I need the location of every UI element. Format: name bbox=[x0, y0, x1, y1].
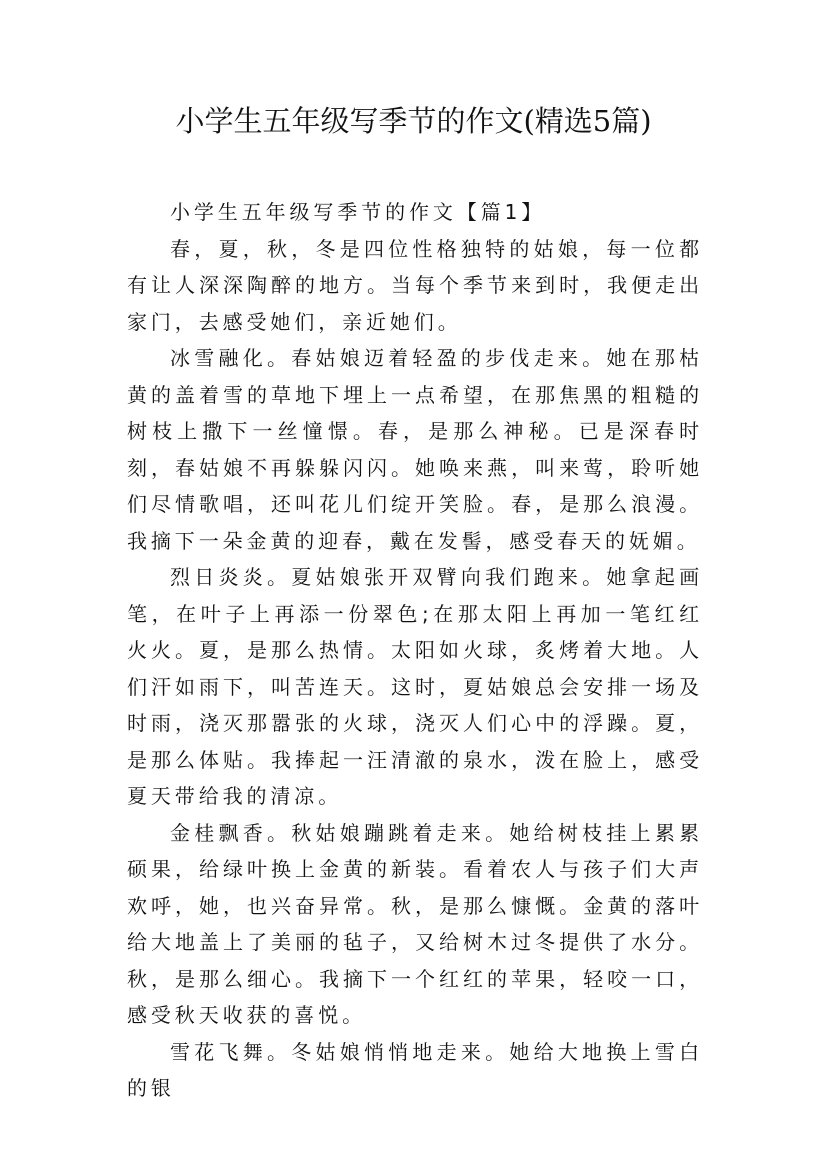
paragraph-summer: 烈日炎炎。夏姑娘张开双臂向我们跑来。她拿起画笔，在叶子上再添一份翠色;在那太阳上再加一笔红红火火。夏，是那么热情。太阳如火球，炙烤着大地。人们汗如雨下，叫苦连天。这时，夏姑娘总会安排一场及时雨，浇灭那嚣张的火球，浇灭人们心中的浮躁。夏，是那么体贴。我捧起一汪清澈的泉水，泼在脸上，感受夏天带给我的清凉。 bbox=[127, 565, 703, 808]
document-body bbox=[127, 194, 703, 1107]
section-heading: 小学生五年级写季节的作文【篇1】 bbox=[170, 200, 546, 224]
paragraph-spring: 冰雪融化。春姑娘迈着轻盈的步伐走来。她在那枯黄的盖着雪的草地下埋上一点希望，在那焦黑的粗糙的树枝上撒下一丝憧憬。春，是那么神秘。已是深春时刻，春姑娘不再躲躲闪闪。她唤来燕，叫来莺，聆听她们尽情歌唱，还叫花儿们绽开笑脸。春，是那么浪漫。我摘下一朵金黄的迎春，戴在发髻，感受春天的妩媚。 bbox=[127, 346, 703, 553]
paragraph-intro: 春，夏，秋，冬是四位性格独特的姑娘，每一位都有让人深深陶醉的地方。当每个季节来到时，我便走出家门，去感受她们，亲近她们。 bbox=[127, 236, 703, 334]
paragraph-winter: 雪花飞舞。冬姑娘悄悄地走来。她给大地换上雪白的银 bbox=[127, 1039, 703, 1100]
document-title: 小学生五年级写季节的作文(精选5篇) bbox=[175, 104, 652, 138]
paragraph-autumn: 金桂飘香。秋姑娘蹦跳着走来。她给树枝挂上累累硕果，给绿叶换上金黄的新装。看着农人与孩子们大声欢呼，她，也兴奋异常。秋，是那么慷慨。金黄的落叶给大地盖上了美丽的毡子，又给树木过冬提供了水分。秋，是那么细心。我摘下一个红红的苹果，轻咬一口，感受秋天收获的喜悦。 bbox=[127, 820, 703, 1027]
